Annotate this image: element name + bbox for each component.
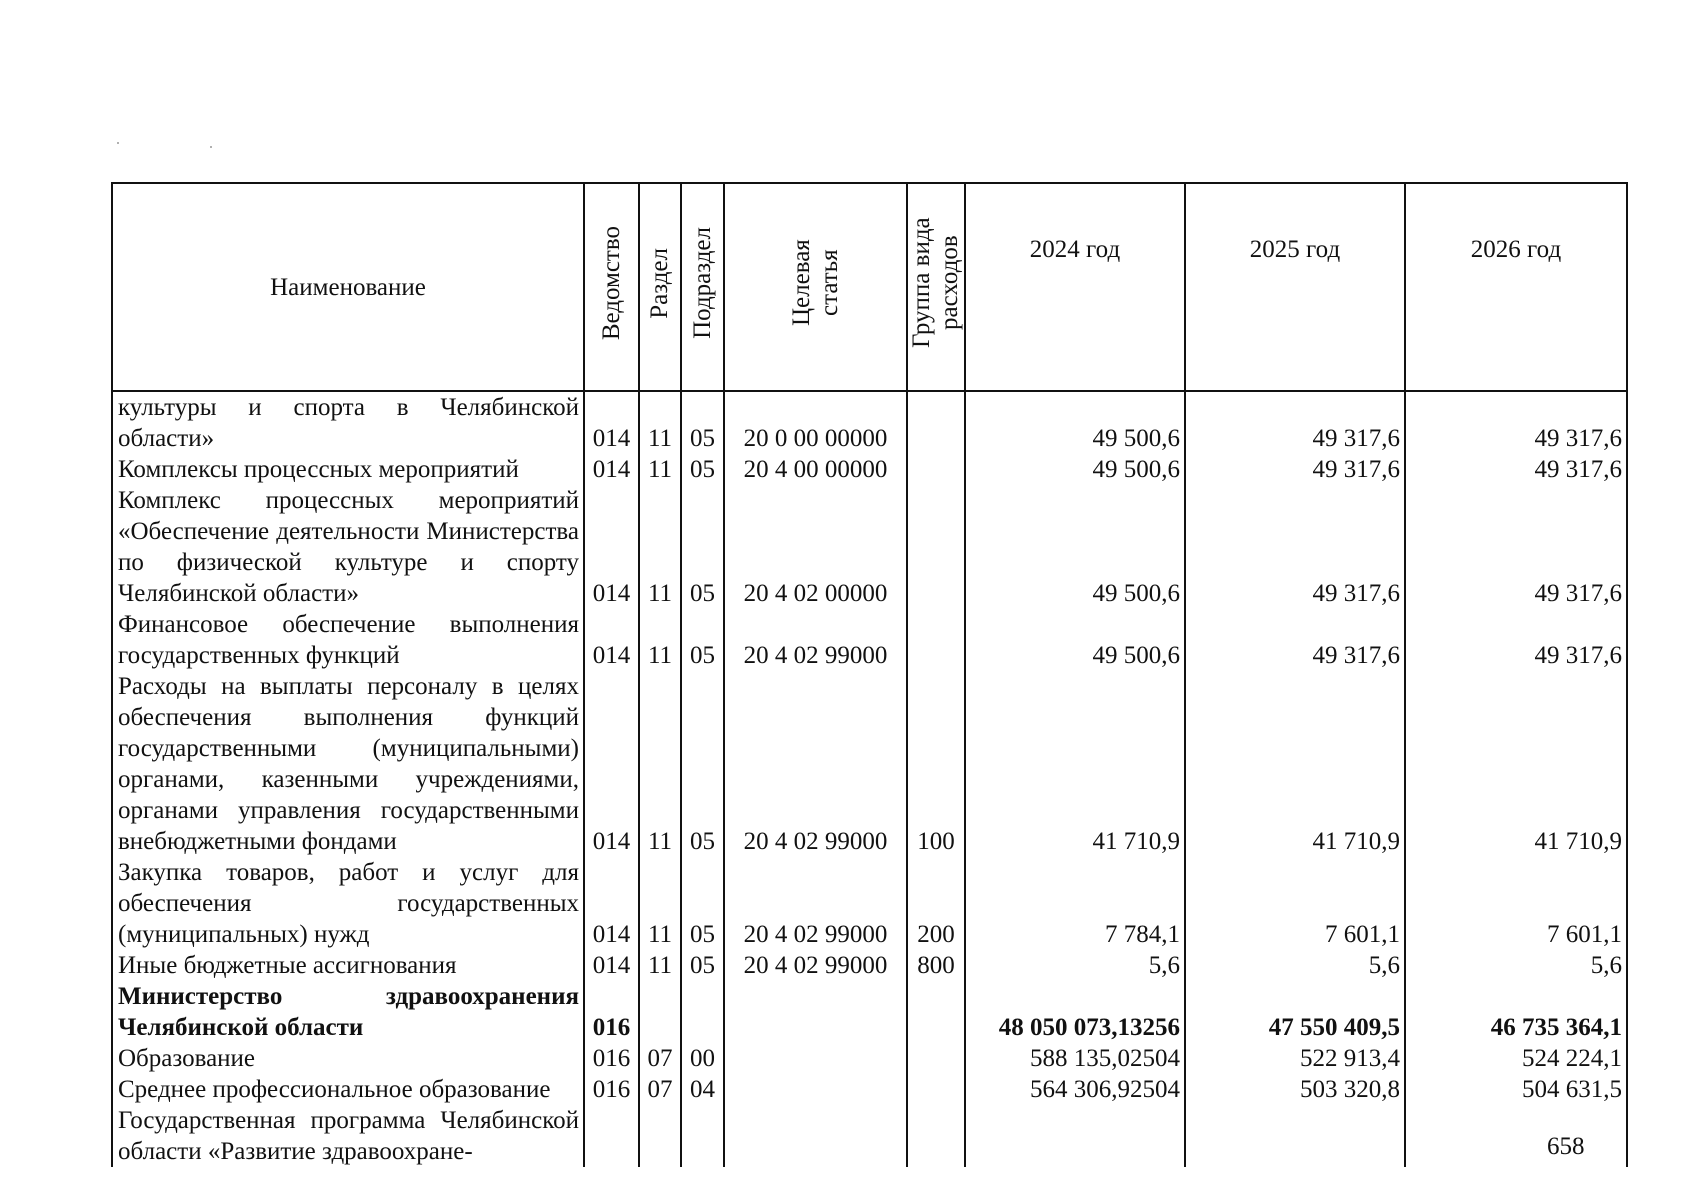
cell-target-article: 20 4 00 00000 [724,454,907,485]
cell-2025: 7 601,1 [1185,857,1405,950]
table-row [112,671,1627,857]
cell-target-article: 20 4 02 99000 [724,609,907,671]
cell-department: 014 [584,950,639,981]
cell-name: Комплекс процессных мероприятий «Обеспечение деятельности Министерства по физической культуре и спорту Челябинской области» [112,485,584,609]
table-body [112,391,1627,1167]
cell-section: 11 [639,485,681,609]
cell-section: 07 [639,1043,681,1074]
cell-subsection: 05 [681,857,724,950]
cell-2026: 504 631,5 [1405,1074,1627,1105]
cell-target-article [724,1074,907,1105]
cell-2025: 49 317,6 [1185,454,1405,485]
table-row [112,1043,1627,1074]
cell-target-article: 20 4 02 00000 [724,485,907,609]
cell-2026: 49 317,6 [1405,454,1627,485]
cell-subsection: 05 [681,609,724,671]
header-year-2024: 2024 год [965,183,1185,391]
cell-section: 11 [639,857,681,950]
table-row [112,391,1627,454]
table-row [112,609,1627,671]
cell-expense-group [907,485,965,609]
header-name: Наименование [112,183,584,391]
cell-section: 11 [639,454,681,485]
cell-department: 016 [584,981,639,1043]
cell-subsection: 05 [681,950,724,981]
cell-name: Комплексы процессных мероприятий [112,454,584,485]
cell-2024: 7 784,1 [965,857,1185,950]
cell-target-article [724,1043,907,1074]
cell-2024: 564 306,92504 [965,1074,1185,1105]
cell-name: Иные бюджетные ассигнования [112,950,584,981]
cell-target-article: 20 4 02 99000 [724,950,907,981]
cell-expense-group: 100 [907,671,965,857]
cell-section: 07 [639,1074,681,1105]
cell-name: Финансовое обеспечение выполнения государственных функций [112,609,584,671]
cell-2024: 49 500,6 [965,609,1185,671]
table-row [112,454,1627,485]
cell-subsection [681,1105,724,1167]
cell-2024: 49 500,6 [965,454,1185,485]
cell-subsection: 05 [681,454,724,485]
header-year-2025: 2025 год [1185,183,1405,391]
cell-target-article [724,1105,907,1167]
cell-name: Среднее профессиональное образование [112,1074,584,1105]
cell-2026 [1405,1105,1627,1167]
cell-subsection: 04 [681,1074,724,1105]
cell-expense-group [907,454,965,485]
scan-speck [117,142,119,144]
cell-section: 11 [639,391,681,454]
cell-2024: 48 050 073,13256 [965,981,1185,1043]
cell-expense-group [907,1043,965,1074]
cell-name: Образование [112,1043,584,1074]
cell-expense-group [907,391,965,454]
cell-section: 11 [639,609,681,671]
cell-subsection: 05 [681,485,724,609]
cell-2025: 5,6 [1185,950,1405,981]
table-row [112,485,1627,609]
cell-section: 11 [639,950,681,981]
cell-name: культуры и спорта в Челябинской области» [112,391,584,454]
cell-department: 014 [584,671,639,857]
header-target-article: Целевая статья [724,183,907,391]
cell-subsection: 05 [681,391,724,454]
cell-2026: 524 224,1 [1405,1043,1627,1074]
cell-2026: 46 735 364,1 [1405,981,1627,1043]
table-row [112,1105,1627,1167]
cell-department: 016 [584,1074,639,1105]
header-department: Ведомство [584,183,639,391]
cell-department: 014 [584,857,639,950]
cell-name: Министерство здравоохранения Челябинской области [112,981,584,1043]
cell-name: Государственная программа Челябинской области «Развитие здравоохране- [112,1105,584,1167]
cell-2025: 49 317,6 [1185,391,1405,454]
cell-2026: 49 317,6 [1405,391,1627,454]
cell-2026: 7 601,1 [1405,857,1627,950]
cell-2025: 49 317,6 [1185,485,1405,609]
table-row [112,950,1627,981]
cell-target-article [724,981,907,1043]
cell-expense-group: 200 [907,857,965,950]
cell-2026: 41 710,9 [1405,671,1627,857]
cell-name: Расходы на выплаты персоналу в целях обеспечения выполнения функций государственными (муниципальными) органами, казенными учреждениями, органами управления государственными внебюджетными фондами [112,671,584,857]
cell-2025: 41 710,9 [1185,671,1405,857]
cell-section [639,1105,681,1167]
header-subsection: Подраздел [681,183,724,391]
cell-department: 014 [584,609,639,671]
cell-2025: 47 550 409,5 [1185,981,1405,1043]
scan-speck [210,146,212,148]
header-year-2026: 2026 год [1405,183,1627,391]
cell-2024: 5,6 [965,950,1185,981]
cell-department: 016 [584,1043,639,1074]
cell-2025: 522 913,4 [1185,1043,1405,1074]
cell-subsection: 05 [681,671,724,857]
cell-2024: 588 135,02504 [965,1043,1185,1074]
header-expense-group: Группа вида расходов [907,183,965,391]
header-section: Раздел [639,183,681,391]
cell-expense-group [907,609,965,671]
cell-2026: 5,6 [1405,950,1627,981]
cell-section [639,981,681,1043]
cell-2026: 49 317,6 [1405,485,1627,609]
cell-2025 [1185,1105,1405,1167]
cell-department: 014 [584,391,639,454]
cell-2026: 49 317,6 [1405,609,1627,671]
cell-subsection [681,981,724,1043]
cell-subsection: 00 [681,1043,724,1074]
cell-2025: 49 317,6 [1185,609,1405,671]
cell-target-article: 20 4 02 99000 [724,671,907,857]
cell-2024: 41 710,9 [965,671,1185,857]
cell-target-article: 20 4 02 99000 [724,857,907,950]
cell-section: 11 [639,671,681,857]
table-row [112,981,1627,1043]
cell-2024: 49 500,6 [965,485,1185,609]
cell-name: Закупка товаров, работ и услуг для обеспечения государственных (муниципальных) нужд [112,857,584,950]
table-row [112,1074,1627,1105]
cell-expense-group [907,981,965,1043]
cell-expense-group: 800 [907,950,965,981]
cell-expense-group [907,1074,965,1105]
cell-target-article: 20 0 00 00000 [724,391,907,454]
cell-2024 [965,1105,1185,1167]
table-header [112,183,1627,391]
cell-2024: 49 500,6 [965,391,1185,454]
budget-table [111,182,1628,1167]
cell-2025: 503 320,8 [1185,1074,1405,1105]
table-row [112,857,1627,950]
cell-department: 014 [584,485,639,609]
cell-expense-group [907,1105,965,1167]
cell-department: 014 [584,454,639,485]
page-number: 658 [1547,1133,1585,1160]
cell-department [584,1105,639,1167]
